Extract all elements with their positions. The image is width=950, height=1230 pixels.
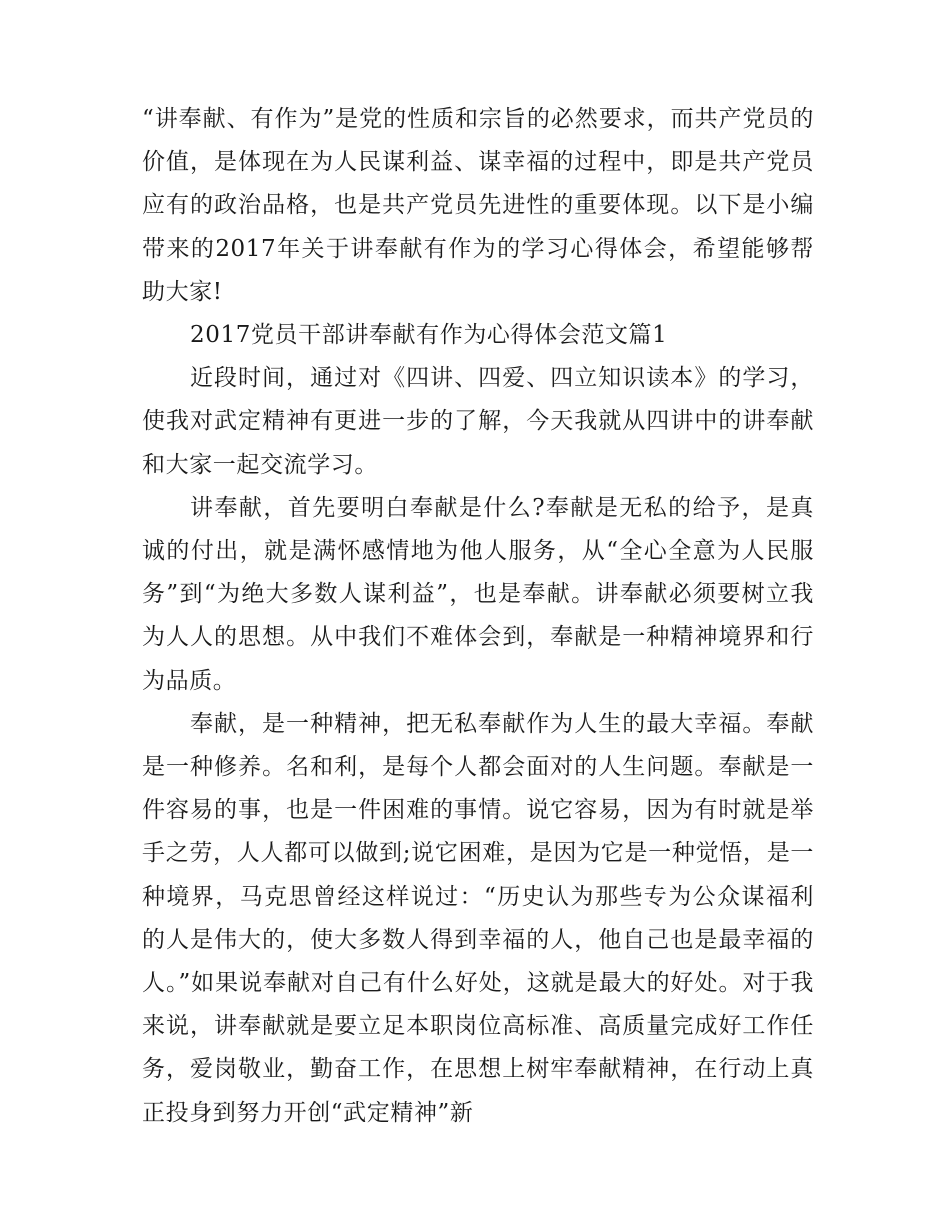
document-body bbox=[142, 98, 814, 1135]
article-heading: 2017党员干部讲奉献有作为心得体会范文篇1 bbox=[190, 322, 668, 349]
body-paragraph-3: 奉献，是一种精神，把无私奉献作为人生的最大幸福。奉献是一种修养。名和利，是每个人都会面对的人生问题。奉献是一件容易的事，也是一件困难的事情。说它容易，因为有时就是举手之劳，人人都可以做到;说它困难，是因为它是一种觉悟，是一种境界，马克思曾经这样说过：“历史认为那些专为公众谋福利的人是伟大的，使大多数人得到幸福的人，他自己也是最幸福的人。”如果说奉献对自己有什么好处，这就是最大的好处。对于我来说，讲奉献就是要立足本职岗位高标准、高质量完成好工作任务，爱岗敬业，勤奋工作，在思想上树牢奉献精神，在行动上真正投身到努力开创“武定精神”新 bbox=[142, 710, 814, 1126]
body-paragraph-2: 讲奉献，首先要明白奉献是什么?奉献是无私的给予，是真诚的付出，就是满怀感情地为他人服务，从“全心全意为人民服务”到“为绝大多数人谋利益”，也是奉献。讲奉献必须要树立我为人人的思想。从中我们不难体会到，奉献是一种精神境界和行为品质。 bbox=[142, 494, 814, 694]
body-paragraph-1: 近段时间，通过对《四讲、四爱、四立知识读本》的学习，使我对武定精神有更进一步的了解，今天我就从四讲中的讲奉献和大家一起交流学习。 bbox=[142, 365, 814, 478]
intro-paragraph: “讲奉献、有作为”是党的性质和宗旨的必然要求，而共产党员的价值，是体现在为人民谋利益、谋幸福的过程中，即是共产党员应有的政治品格，也是共产党员先进性的重要体现。以下是小编带来的2017年关于讲奉献有作为的学习心得体会，希望能够帮助大家! bbox=[142, 106, 814, 305]
